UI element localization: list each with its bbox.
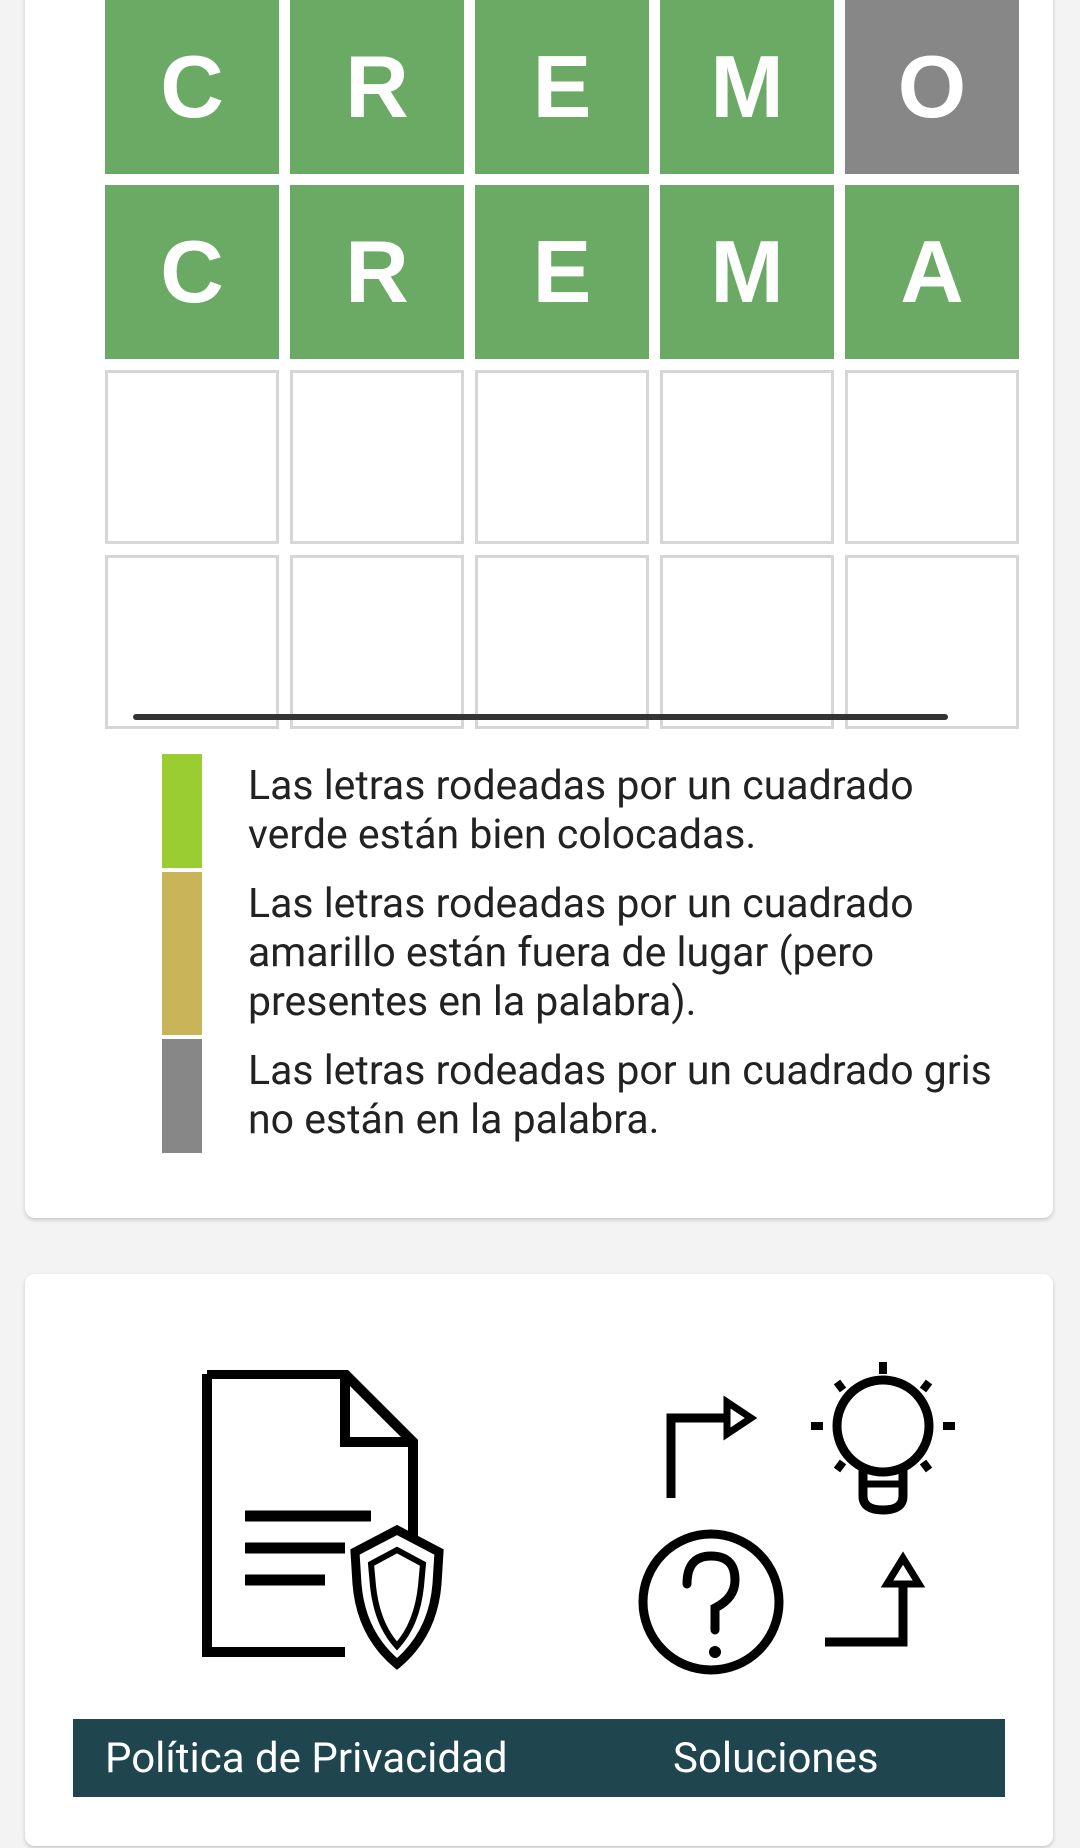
solutions-link[interactable]: Soluciones bbox=[673, 1733, 879, 1783]
letter-tile: M bbox=[660, 185, 834, 359]
empty-tile bbox=[475, 370, 649, 544]
board-row bbox=[105, 0, 1019, 174]
empty-tile bbox=[845, 370, 1019, 544]
letter-tile: C bbox=[105, 185, 279, 359]
letter-tile: A bbox=[845, 185, 1019, 359]
game-board bbox=[105, 0, 1019, 740]
legend-item-green bbox=[162, 754, 992, 868]
lightbulb-question-icon[interactable] bbox=[615, 1362, 955, 1692]
divider bbox=[133, 714, 948, 720]
letter-tile: E bbox=[475, 185, 649, 359]
empty-tile bbox=[105, 370, 279, 544]
legend-item-yellow bbox=[162, 872, 992, 1035]
privacy-policy-link[interactable]: Política de Privacidad bbox=[105, 1733, 508, 1783]
letter-tile: M bbox=[660, 0, 834, 174]
empty-tile bbox=[660, 370, 834, 544]
empty-tile bbox=[475, 555, 649, 729]
footer-icons bbox=[25, 1274, 1053, 1694]
legend-text-gray: Las letras rodeadas por un cuadrado gris no están en la palabra. bbox=[248, 1047, 992, 1144]
footer-card bbox=[25, 1274, 1053, 1846]
legend bbox=[162, 754, 992, 1157]
letter-tile: R bbox=[290, 0, 464, 174]
legend-text-yellow: Las letras rodeadas por un cuadrado amarillo están fuera de lugar (pero presentes en la palabra). bbox=[248, 880, 914, 1026]
footer-links-bar bbox=[73, 1719, 1005, 1797]
empty-tile bbox=[290, 370, 464, 544]
gray-swatch bbox=[162, 1039, 202, 1153]
empty-tile bbox=[660, 555, 834, 729]
letter-tile: E bbox=[475, 0, 649, 174]
legend-text-green: Las letras rodeadas por un cuadrado verde están bien colocadas. bbox=[248, 762, 914, 859]
empty-tile bbox=[290, 555, 464, 729]
board-row bbox=[105, 185, 1019, 359]
letter-tile: R bbox=[290, 185, 464, 359]
letter-tile: C bbox=[105, 0, 279, 174]
document-shield-icon[interactable] bbox=[195, 1370, 475, 1670]
empty-tile bbox=[845, 555, 1019, 729]
board-row bbox=[105, 555, 1019, 729]
game-card bbox=[25, 0, 1053, 1218]
legend-item-gray bbox=[162, 1039, 992, 1153]
board-row bbox=[105, 370, 1019, 544]
empty-tile bbox=[105, 555, 279, 729]
green-swatch bbox=[162, 754, 202, 868]
letter-tile: O bbox=[845, 0, 1019, 174]
yellow-swatch bbox=[162, 872, 202, 1035]
